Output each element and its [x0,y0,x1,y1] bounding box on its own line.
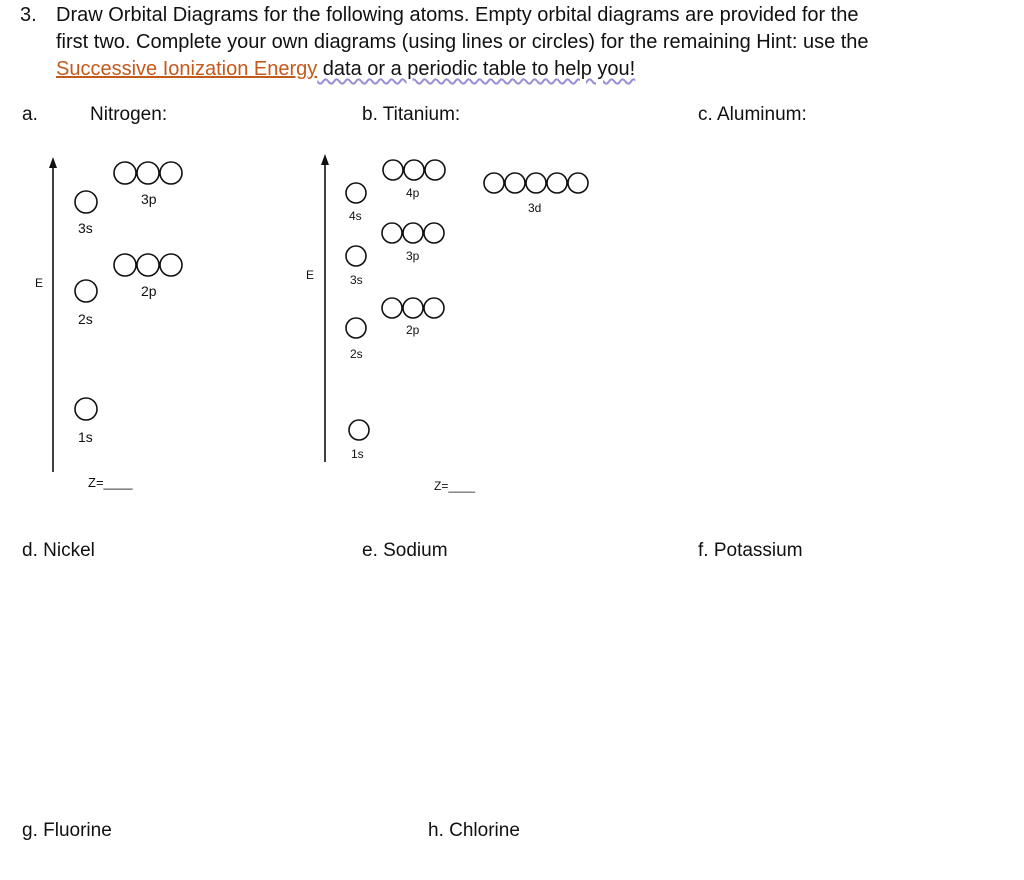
nitrogen-1s-label: 1s [78,429,93,445]
titanium-4p-orbital-3 [425,160,445,180]
question-text-line-1: Draw Orbital Diagrams for the following atoms. Empty orbital diagrams are provided for the [56,4,859,26]
part-h-chlorine-label: h. Chlorine [428,820,520,841]
nitrogen-3p-label: 3p [141,191,157,207]
titanium-3d-orbital-1 [484,173,504,193]
titanium-3d-orbital-5 [568,173,588,193]
titanium-3d-orbital-3 [526,173,546,193]
titanium-2s-label: 2s [350,347,363,361]
nitrogen-2s-label: 2s [78,311,93,327]
part-f-potassium-label: f. Potassium [698,540,803,561]
titanium-3d-orbital-4 [547,173,567,193]
titanium-4s-label: 4s [349,209,362,223]
part-e-sodium-label: e. Sodium [362,540,448,561]
titanium-3d-orbital-2 [505,173,525,193]
titanium-3d-label: 3d [528,201,542,215]
titanium-energy-axis-arrow-icon [321,154,329,165]
titanium-4p-label: 4p [406,186,420,200]
titanium-3p-orbital-1 [382,223,402,243]
part-a-letter: a. [22,104,38,125]
titanium-3p-orbital-3 [424,223,444,243]
question-text-rest: data or a periodic table to help you! [317,58,636,80]
nitrogen-z-label: Z=____ [88,475,133,490]
titanium-4p-orbital-2 [404,160,424,180]
titanium-2p-orbital-2 [403,298,423,318]
successive-ionization-energy-link[interactable]: Successive Ionization Energy [56,58,318,80]
part-c-aluminum-label: c. Aluminum: [698,104,807,125]
titanium-4p-orbital-1 [383,160,403,180]
nitrogen-axis-label: E [35,276,44,290]
part-a-nitrogen-label: Nitrogen: [90,104,168,125]
titanium-3p-orbital-2 [403,223,423,243]
question-text-line-2: first two. Complete your own diagrams (using lines or circles) for the remaining Hint: use the [56,31,869,53]
part-g-fluorine-label: g. Fluorine [22,820,112,841]
titanium-z-label: Z=____ [434,479,476,493]
nitrogen-2p-label: 2p [141,283,157,299]
part-d-nickel-label: d. Nickel [22,540,95,561]
titanium-3s-label: 3s [350,273,363,287]
titanium-3p-label: 3p [406,249,420,263]
nitrogen-3s-label: 3s [78,220,93,236]
part-b-titanium-label: b. Titanium: [362,104,461,125]
titanium-2p-label: 2p [406,323,420,337]
titanium-1s-label: 1s [351,447,364,461]
question-number: 3. [20,4,37,26]
titanium-1s-orbital [349,420,369,440]
titanium-4s-orbital [346,183,366,203]
titanium-3s-orbital [346,246,366,266]
titanium-2s-orbital [346,318,366,338]
titanium-axis-label: E [306,268,315,282]
titanium-2p-orbital-3 [424,298,444,318]
titanium-2p-orbital-1 [382,298,402,318]
